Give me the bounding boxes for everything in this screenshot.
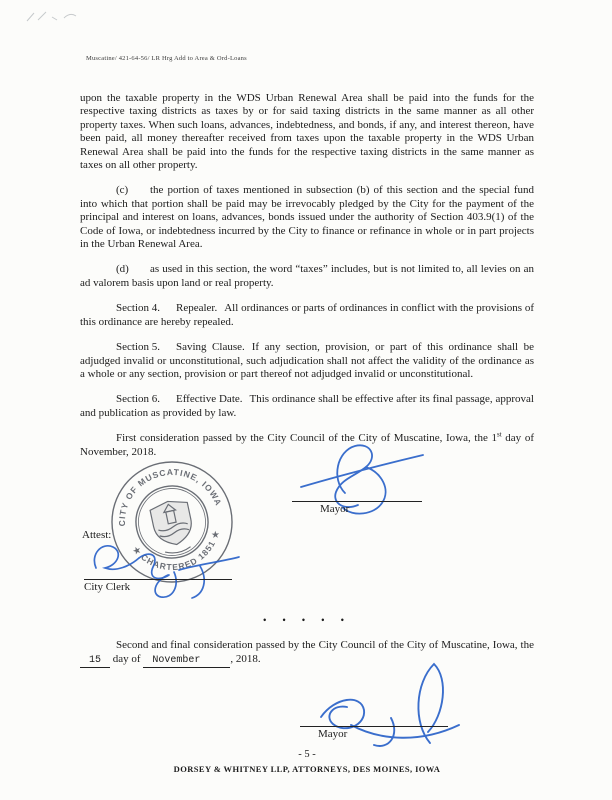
section-6-label: Section 6.: [116, 393, 160, 406]
section-5-label: Section 5.: [116, 341, 160, 354]
section-6-text: This ordinance shall be effective after its final passage, approval and publication as provided by law.: [80, 393, 534, 419]
clause-c-text: the portion of taxes mentioned in subsection (b) of this section and the special fund into which that portion shall be paid may be irrevocably pledged by the City for the payment of the principal and interest on loans, advances, bonds issued under the authority of Section 403.9(1) of the Code of Iowa, or indebtedness incurred by the City to finance or refinance in whole or in part projects in the Urban Renewal Area.: [80, 184, 534, 251]
clause-d-text: as used in this section, the word “taxes” includes, but is not limited to, all levies on an ad valorem basis upon land or real property.: [80, 263, 534, 289]
law-firm-footer: DORSEY & WHITNEY LLP, ATTORNEYS, DES MOINES, IOWA: [173, 764, 441, 775]
section-5-title: Saving Clause.: [176, 341, 245, 354]
month-fill-in: November: [143, 655, 230, 668]
city-clerk-label: City Clerk: [84, 580, 131, 593]
first-signature-block: [80, 466, 534, 609]
city-seal-stamp: [95, 445, 249, 599]
document-reference-note: Muscatine/ 421-64-56/ LR Hrg Add to Area & Ord-Loans: [86, 55, 247, 62]
mayor-second-signature-line: [300, 726, 448, 727]
day-fill-in: 15: [80, 655, 110, 668]
continuation-paragraph: upon the taxable property in the WDS Urban Renewal Area shall be paid into the funds for the respective taxing districts as taxes by or for said taxing districts in the same manner as all other property taxes. When such loans, advances, indebtedness, and bonds, if any, and interest thereon, have been paid, all money thereafter received from taxes upon the taxable property in the WDS Urban Renewal Area shall be paid into the funds for the respective taxing districts in the same manner as taxes on all other property.: [80, 92, 534, 172]
second-consideration-paragraph: [80, 639, 534, 667]
pencil-stroke-group: [27, 12, 76, 21]
clause-c-label: (c): [116, 184, 129, 197]
mayor-second-label: Mayor: [318, 727, 348, 740]
seal-bottom-text: ★ CHARTERED 1851 ★: [130, 528, 222, 573]
pencil-marks: [24, 8, 114, 26]
section-5-paragraph: [80, 341, 534, 381]
section-5-text: If any section, provision, or part of this ordinance shall be adjudged invalid or unconstitutional, such adjudication shall not affect the validity of the ordinance as a whole or any section, provision or part thereof not adjudged invalid or unconstitutional.: [80, 341, 534, 380]
attest-label: Attest:: [82, 528, 112, 541]
city-clerk-signature-line: [84, 579, 232, 580]
section-4-text: All ordinances or parts of ordinances in conflict with the provisions of this ordinance are hereby repealed.: [80, 302, 534, 328]
clause-d-label: (d): [116, 263, 129, 276]
section-4-label: Section 4.: [116, 302, 160, 315]
mayor-label: Mayor: [320, 502, 350, 515]
mayor-signature-line: [292, 501, 422, 502]
section-6-title: Effective Date.: [176, 393, 243, 406]
second-signature-block: [80, 680, 534, 748]
seal-crest: [149, 497, 197, 556]
section-6-paragraph: [80, 393, 534, 420]
clause-c-paragraph: [80, 184, 534, 251]
section-4-title: Repealer.: [176, 302, 218, 315]
second-consideration-mid: day of: [112, 652, 141, 665]
section-4-paragraph: [80, 302, 534, 329]
ordinal-suffix: st: [496, 430, 502, 439]
document-body: [80, 92, 534, 777]
first-consideration-text: First consideration passed by the City Council of the City of Muscatine, Iowa, the 1: [116, 432, 497, 445]
second-consideration-text: Second and final consideration passed by the City Council of the City of Muscatine, Iowa, the: [116, 639, 534, 652]
seal-top-text: CITY OF MUSCATINE, IOWA: [116, 466, 224, 527]
page-number: - 5 -: [298, 748, 316, 760]
clause-d-paragraph: [80, 263, 534, 290]
first-consideration-paragraph: [80, 432, 534, 459]
seal-rings: [101, 451, 243, 593]
section-separator-dots: • • • • •: [263, 614, 351, 625]
first-consideration-date: day of November, 2018.: [80, 432, 534, 458]
second-consideration-date: , 2018.: [230, 652, 261, 665]
